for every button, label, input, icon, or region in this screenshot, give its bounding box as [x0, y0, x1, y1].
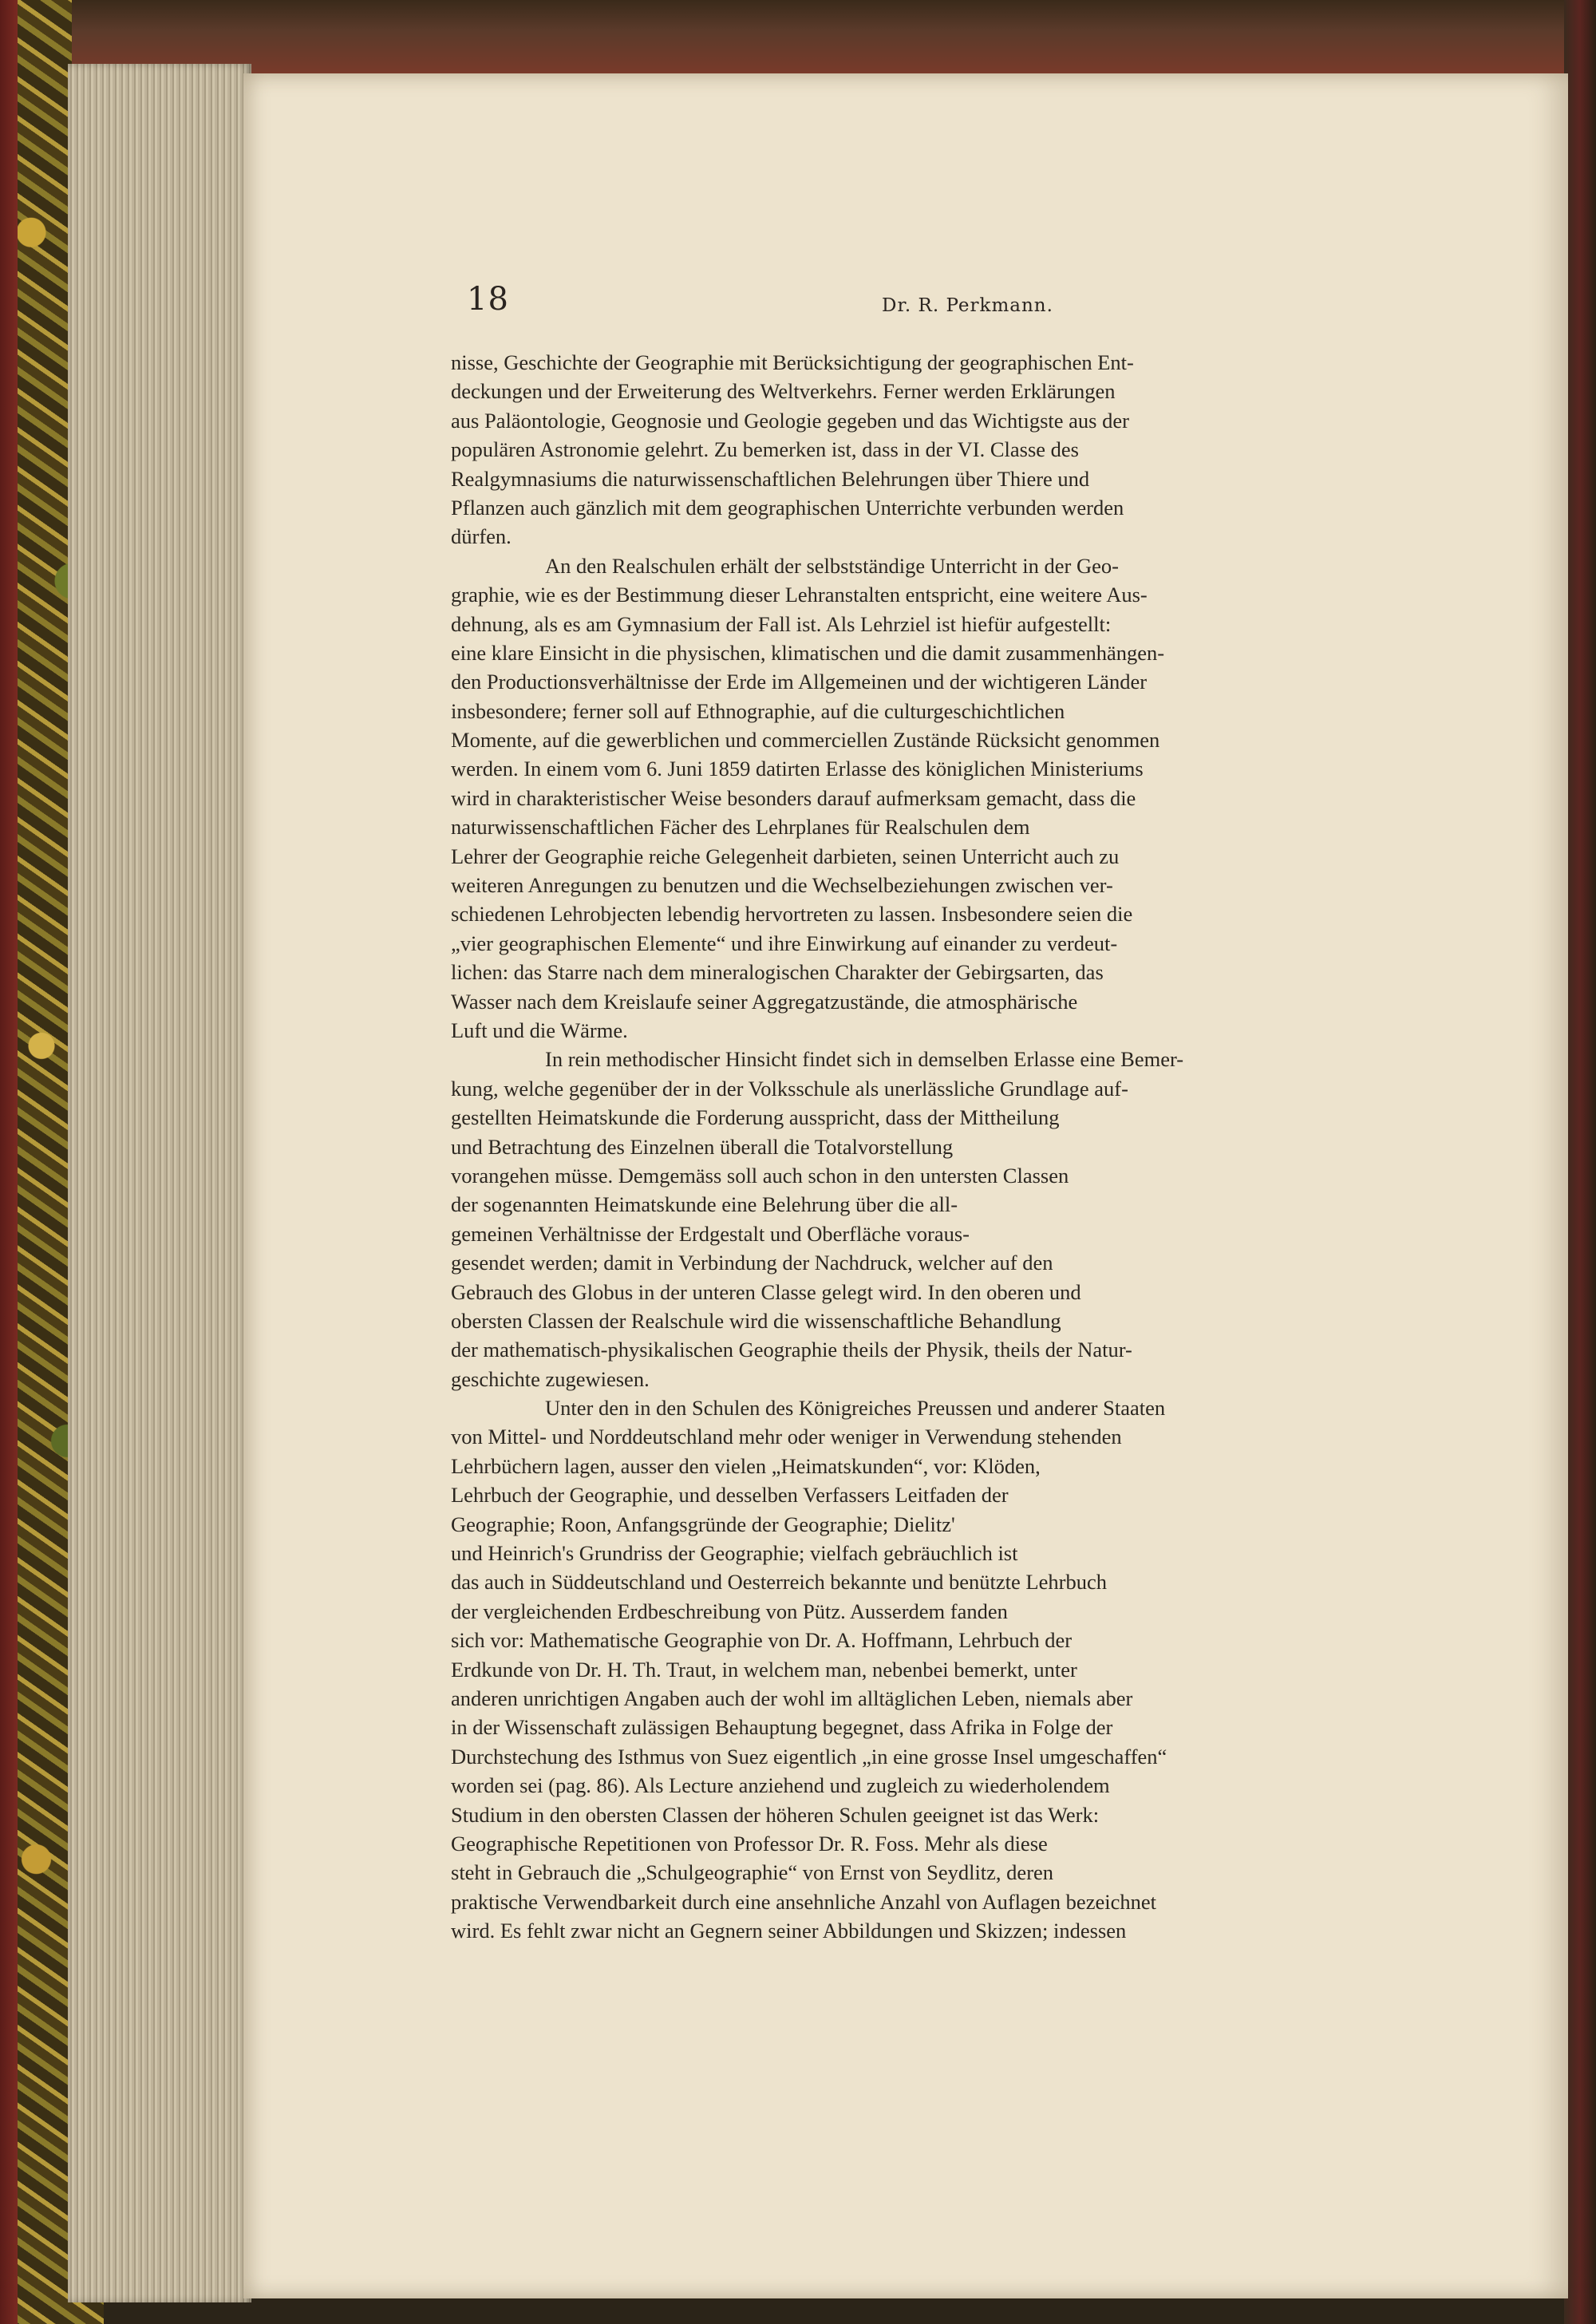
text-line: der vergleichenden Erdbeschreibung von Pütz. Ausserdem fanden: [451, 1599, 1008, 1623]
text-line: Wasser nach dem Kreislaufe seiner Aggregatzustände, die atmosphärische: [451, 989, 1078, 1014]
text-line: Studium in den obersten Classen der höheren Schulen geeignet ist das Werk:: [451, 1802, 1100, 1827]
text-line: Geographische Repetitionen von Professor Dr. R. Foss. Mehr als diese: [451, 1831, 1048, 1856]
text-line: Gebrauch des Globus in der unteren Classe gelegt wird. In den oberen und: [451, 1279, 1081, 1304]
cover-top-edge: [72, 0, 1596, 76]
text-line: aus Paläontologie, Geognosie und Geologie gegeben und das Wichtigste aus der: [451, 408, 1129, 433]
text-line: Geographie; Roon, Anfangsgründe der Geographie; Dielitz': [451, 1512, 955, 1536]
text-line: Lehrer der Geographie reiche Gelegenheit darbieten, seinen Unterricht auch zu: [451, 844, 1120, 868]
text-line: vorangehen müsse. Demgemäss soll auch schon in den untersten Classen: [451, 1163, 1069, 1188]
text-line: worden sei (pag. 86). Als Lecture anziehend und zugleich zu wiederholendem: [451, 1773, 1110, 1798]
text-line: nisse, Geschichte der Geographie mit Berücksichtigung der geographischen Ent-: [451, 350, 1134, 374]
text-line: den Productionsverhältnisse der Erde im Allgemeinen und der wichtigeren Länder: [451, 670, 1148, 694]
text-line: der mathematisch-physikalischen Geographie theils der Physik, theils der Natur-: [451, 1338, 1132, 1362]
text-line: gesendet werden; damit in Verbindung der Nachdruck, welcher auf den: [451, 1251, 1053, 1275]
text-line: deckungen und der Erweiterung des Weltverkehrs. Ferner werden Erklärungen: [451, 379, 1116, 404]
text-line: „vier geographischen Elemente“ und ihre Einwirkung auf einander zu verdeut-: [451, 931, 1118, 955]
text-line: obersten Classen der Realschule wird die wissenschaftliche Behandlung: [451, 1308, 1061, 1333]
text-line: Luft und die Wärme.: [451, 1018, 628, 1042]
running-head: [467, 281, 1456, 329]
text-line: steht in Gebrauch die „Schulgeographie“ von Ernst von Seydlitz, deren: [451, 1860, 1054, 1885]
page-edges: [68, 64, 251, 2302]
text-line: werden. In einem vom 6. Juni 1859 datirten Erlasse des königlichen Ministeriums: [451, 757, 1144, 781]
page-number: 18: [467, 281, 509, 318]
text-line: dürfen.: [451, 524, 512, 549]
text-line: Erdkunde von Dr. H. Th. Traut, in welchem man, nebenbei bemerkt, unter: [451, 1657, 1077, 1682]
text-line: wird in charakteristischer Weise besonders darauf aufmerksam gemacht, dass die: [451, 785, 1136, 810]
text-line: und Betrachtung des Einzelnen überall die Totalvorstellung: [451, 1134, 954, 1159]
text-line: wird. Es fehlt zwar nicht an Gegnern seiner Abbildungen und Skizzen; indessen: [451, 1919, 1127, 1943]
text-line: von Mittel- und Norddeutschland mehr oder weniger in Verwendung stehenden: [451, 1425, 1122, 1449]
running-title: Dr. R. Perkmann.: [882, 295, 1053, 316]
text-line: Pflanzen auch gänzlich mit dem geographischen Unterrichte verbunden werden: [451, 495, 1124, 520]
text-line: insbesondere; ferner soll auf Ethnographie, auf die culturgeschichtlichen: [451, 698, 1065, 723]
text-line: gestellten Heimatskunde die Forderung ausspricht, dass der Mittheilung: [451, 1105, 1060, 1130]
text-line: das auch in Süddeutschland und Oesterreich bekannte und benützte Lehrbuch: [451, 1570, 1107, 1595]
text-line: der sogenannten Heimatskunde eine Belehrung über die all-: [451, 1192, 958, 1217]
text-line: graphie, wie es der Bestimmung dieser Lehranstalten entspricht, eine weitere Aus-: [451, 583, 1148, 607]
text-line: geschichte zugewiesen.: [451, 1366, 650, 1391]
text-line: Realgymnasiums die naturwissenschaftlichen Belehrungen über Thiere und: [451, 466, 1090, 491]
text-line: sich vor: Mathematische Geographie von Dr. A. Hoffmann, Lehrbuch der: [451, 1628, 1073, 1653]
body-text: [451, 348, 1458, 1944]
text-line: In rein methodischer Hinsicht findet sich in demselben Erlasse eine Bemer-: [545, 1047, 1184, 1072]
cover-right-edge: [1564, 0, 1596, 2324]
text-line: Durchstechung des Isthmus von Suez eigentlich „in eine grosse Insel umgeschaffen“: [451, 1744, 1167, 1769]
text-line: Lehrbuch der Geographie, und desselben Verfassers Leitfaden der: [451, 1483, 1009, 1508]
text-line: Unter den in den Schulen des Königreiches Preussen und anderer Staaten: [545, 1396, 1166, 1421]
text-line: weiteren Anregungen zu benutzen und die Wechselbeziehungen zwischen ver-: [451, 873, 1113, 898]
text-line: Lehrbüchern lagen, ausser den vielen „Heimatskunden“, vor: Klöden,: [451, 1453, 1041, 1478]
text-line: anderen unrichtigen Angaben auch der wohl im alltäglichen Leben, niemals aber: [451, 1686, 1133, 1710]
text-line: gemeinen Verhältnisse der Erdgestalt und Oberfläche voraus-: [451, 1221, 970, 1246]
text-line: An den Realschulen erhält der selbstständige Unterricht in der Geo-: [545, 553, 1119, 578]
cover-spine-left: [0, 0, 18, 2324]
text-line: naturwissenschaftlichen Fächer des Lehrplanes für Realschulen dem: [451, 815, 1030, 840]
text-line: und Heinrich's Grundriss der Geographie; vielfach gebräuchlich ist: [451, 1541, 1018, 1566]
text-line: lichen: das Starre nach dem mineralogischen Charakter der Gebirgsarten, das: [451, 960, 1104, 985]
text-line: in der Wissenschaft zulässigen Behauptung begegnet, dass Afrika in Folge der: [451, 1715, 1113, 1740]
text-line: eine klare Einsicht in die physischen, klimatischen und die damit zusammenhängen-: [451, 640, 1165, 665]
text-line: dehnung, als es am Gymnasium der Fall ist. Als Lehrziel ist hiefür aufgestellt:: [451, 611, 1112, 636]
text-line: Momente, auf die gewerblichen und commerciellen Zustände Rücksicht genommen: [451, 728, 1160, 753]
text-line: populären Astronomie gelehrt. Zu bemerken ist, dass in der VI. Classe des: [451, 437, 1079, 462]
text-line: schiedenen Lehrobjecten lebendig hervortreten zu lassen. Insbesondere seien die: [451, 902, 1133, 927]
text-line: praktische Verwendbarkeit durch eine ansehnliche Anzahl von Auflagen bezeichnet: [451, 1889, 1156, 1914]
text-line: kung, welche gegenüber der in der Volksschule als unerlässliche Grundlage auf-: [451, 1076, 1128, 1101]
